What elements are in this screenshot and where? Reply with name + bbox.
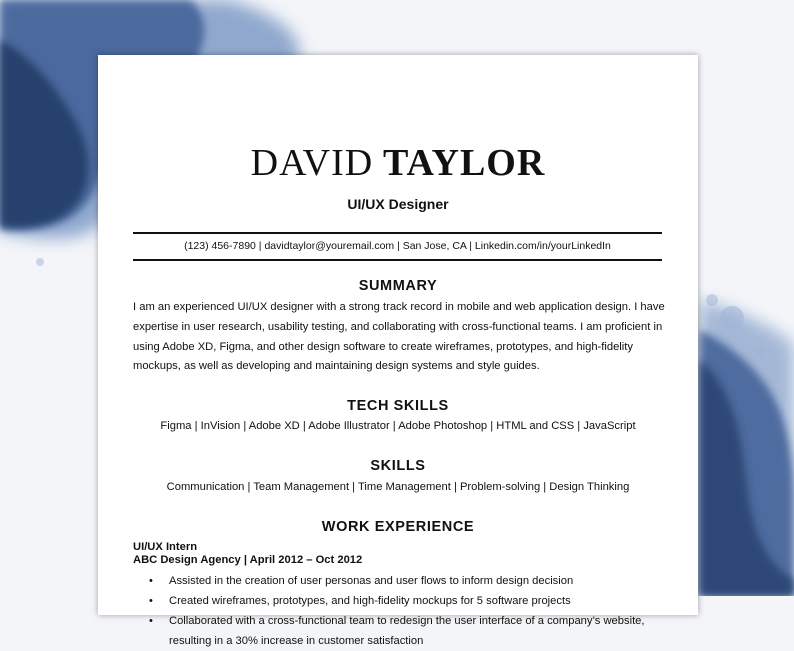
list-item bbox=[133, 571, 665, 591]
bullet-icon: • bbox=[149, 595, 153, 607]
bullet-text: Created wireframes, prototypes, and high-fidelity mockups for 5 software projects bbox=[169, 595, 571, 607]
resume-name bbox=[98, 141, 698, 185]
skills-list: Communication | Team Management | Time Management | Problem-solving | Design Thinking bbox=[166, 481, 630, 493]
job-bullet-list bbox=[133, 571, 665, 651]
summary-text: I am an experienced UI/UX designer with a strong track record in mobile and web application design. I have expertise in user research, usability testing, and collaborating with cross-functional teams. I am proficient in using Adobe XD, Figma, and other design software to create wireframes, prototypes, and high-fidelity mockups, as well as developing and maintaining design systems and style guides. bbox=[133, 301, 665, 373]
contact-divider-bottom bbox=[133, 259, 662, 261]
bullet-text: Assisted in the creation of user personas and user flows to inform design decision bbox=[169, 575, 574, 587]
list-item bbox=[133, 591, 665, 611]
bullet-text: Collaborated with a cross-functional team to redesign the user interface of a company’s website, resulting in a 30% increase in customer satisfaction bbox=[169, 615, 645, 647]
skills-heading: SKILLS bbox=[370, 458, 426, 474]
watercolor-droplet bbox=[720, 306, 744, 330]
tech-skills-list: Figma | InVision | Adobe XD | Adobe Illustrator | Adobe Photoshop | HTML and CSS | JavaScript bbox=[160, 420, 636, 432]
job-role: UI/UX Intern bbox=[133, 541, 198, 553]
resume-page bbox=[98, 55, 698, 647]
watercolor-droplet bbox=[706, 294, 718, 306]
contact-divider-top bbox=[133, 232, 662, 234]
summary-heading: SUMMARY bbox=[358, 278, 438, 294]
bullet-icon: • bbox=[149, 575, 153, 587]
bullet-icon: • bbox=[149, 615, 153, 627]
job-title-heading: UI/UX Designer bbox=[347, 196, 449, 212]
list-item bbox=[133, 611, 665, 651]
last-name: TAYLOR bbox=[383, 142, 546, 184]
first-name: DAVID bbox=[250, 142, 374, 184]
contact-line: (123) 456-7890 | davidtaylor@youremail.com | San Jose, CA | Linkedin.com/in/yourLinkedIn bbox=[184, 240, 611, 252]
tech-skills-heading: TECH SKILLS bbox=[347, 398, 449, 414]
watercolor-droplet bbox=[755, 347, 765, 357]
work-experience-heading: WORK EXPERIENCE bbox=[321, 519, 475, 535]
watercolor-droplet bbox=[36, 258, 44, 266]
job-company-dates: ABC Design Agency | April 2012 – Oct 2012 bbox=[133, 554, 363, 566]
